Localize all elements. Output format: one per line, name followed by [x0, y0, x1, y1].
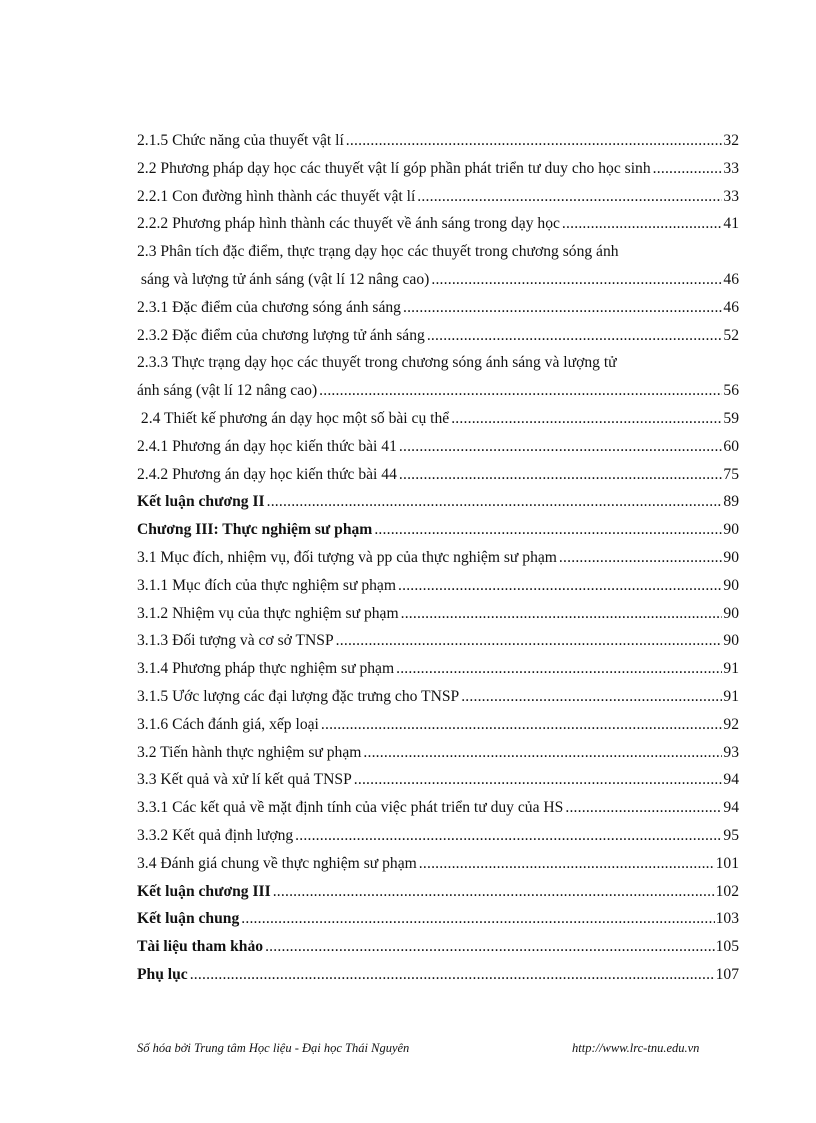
- toc-entry-page: 90: [723, 604, 739, 622]
- toc-entry-page: 33: [723, 159, 739, 177]
- toc-entry-title: 3.2 Tiến hành thực nghiệm sư phạm: [137, 743, 362, 761]
- footer-url[interactable]: http://www.lrc-tnu.edu.vn: [572, 1041, 700, 1055]
- toc-dot-leader: [396, 655, 722, 683]
- toc-entry-title: 2.3.1 Đặc điểm của chương sóng ánh sáng: [137, 298, 401, 316]
- toc-entry-page: 90: [723, 576, 739, 594]
- toc-entry-title: 3.1.4 Phương pháp thực nghiệm sư phạm: [137, 660, 395, 678]
- toc-entry-2-3-line2[interactable]: [137, 266, 739, 294]
- toc-entry-title: 3.4 Đánh giá chung về thực nghiệm sư phạm: [137, 854, 417, 872]
- toc-entry-title: Kết luận chung: [137, 910, 240, 928]
- toc-dot-leader: [399, 433, 723, 461]
- toc-dot-leader: [295, 822, 722, 850]
- toc-entry-page: 41: [723, 215, 739, 233]
- toc-entry-page: 52: [723, 326, 739, 344]
- toc-entry-page: 95: [723, 826, 739, 844]
- toc-entry-3-1-6[interactable]: [137, 711, 739, 739]
- toc-entry-2-3-2[interactable]: [137, 322, 739, 350]
- toc-dot-leader: [417, 183, 722, 211]
- toc-entry-page: 60: [723, 437, 739, 455]
- toc-entry-3-4[interactable]: [137, 850, 739, 878]
- toc-entry-tai-lieu-tham-khao[interactable]: [137, 933, 739, 961]
- toc-entry-title: 2.2.2 Phương pháp hình thành các thuyết về ánh sáng trong dạy học: [137, 215, 560, 233]
- toc-entry-3-3-1[interactable]: [137, 794, 739, 822]
- toc-dot-leader: [419, 850, 715, 878]
- toc-dot-leader: [431, 266, 722, 294]
- toc-dot-leader: [398, 572, 722, 600]
- toc-entry-title: 3.3 Kết quả và xử lí kết quả TNSP: [137, 771, 352, 789]
- toc-dot-leader: [265, 933, 715, 961]
- toc-entry-page: 90: [723, 632, 739, 650]
- toc-entry-3-1[interactable]: [137, 544, 739, 572]
- toc-entry-title: 3.1.2 Nhiệm vụ của thực nghiệm sư phạm: [137, 604, 399, 622]
- page-footer: [137, 1039, 739, 1057]
- toc-entry-title: Kết luận chương II: [137, 493, 265, 511]
- toc-entry-ket-luan-chung[interactable]: [137, 905, 739, 933]
- toc-entry-title: ánh sáng (vật lí 12 nâng cao): [137, 382, 318, 400]
- toc-dot-leader: [427, 322, 723, 350]
- toc-entry-title: 3.1.5 Ước lượng các đại lượng đặc trưng cho TNSP: [137, 687, 460, 705]
- toc-entry-3-3[interactable]: [137, 766, 739, 794]
- toc-entry-3-1-4[interactable]: [137, 655, 739, 683]
- toc-dot-leader: [336, 627, 723, 655]
- toc-entry-page: 90: [723, 548, 739, 566]
- toc-entry-page: 101: [715, 854, 739, 872]
- toc-dot-leader: [354, 766, 723, 794]
- toc-entry-page: 105: [715, 938, 739, 956]
- toc-dot-leader: [401, 600, 723, 628]
- toc-dot-leader: [363, 739, 722, 767]
- toc-entry-title: 2.4.2 Phương án dạy học kiến thức bài 44: [137, 465, 397, 483]
- toc-entry-title: 3.1.6 Cách đánh giá, xếp loại: [137, 715, 319, 733]
- toc-dot-leader: [451, 405, 722, 433]
- toc-entry-2-3-line1[interactable]: [137, 238, 739, 266]
- toc-entry-page: 102: [715, 882, 739, 900]
- toc-entry-page: 93: [723, 743, 739, 761]
- toc-entry-page: 103: [715, 910, 739, 928]
- toc-entry-title: Tài liệu tham khảo: [137, 938, 264, 956]
- toc-entry-title: Chương III: Thực nghiệm sư phạm: [137, 521, 373, 539]
- toc-dot-leader: [562, 210, 722, 238]
- toc-entry-page: 90: [723, 521, 739, 539]
- toc-dot-leader: [273, 878, 715, 906]
- toc-entry-title: 2.3 Phân tích đặc điểm, thực trạng dạy học các thuyết trong chương sóng ánh: [137, 243, 619, 261]
- toc-entry-3-1-2[interactable]: [137, 600, 739, 628]
- toc-entry-title: Kết luận chương III: [137, 882, 271, 900]
- toc-entry-page: 56: [723, 382, 739, 400]
- toc-entry-2-4-1[interactable]: [137, 433, 739, 461]
- toc-entry-3-1-3[interactable]: [137, 627, 739, 655]
- toc-entry-page: 107: [715, 965, 739, 983]
- toc-entry-2-3-3-line2[interactable]: [137, 377, 739, 405]
- toc-dot-leader: [565, 794, 722, 822]
- toc-dot-leader: [403, 294, 722, 322]
- toc-entry-title: Phụ lục: [137, 965, 188, 983]
- toc-entry-page: 46: [723, 298, 739, 316]
- toc-dot-leader: [399, 461, 723, 489]
- toc-entry-2-1-5[interactable]: [137, 127, 739, 155]
- toc-entry-title: 3.1.3 Đối tượng và cơ sở TNSP: [137, 632, 334, 650]
- toc-entry-page: 92: [723, 715, 739, 733]
- toc-entry-page: 91: [723, 687, 739, 705]
- toc-entry-page: 94: [723, 799, 739, 817]
- toc-entry-chuong-3[interactable]: [137, 516, 739, 544]
- toc-entry-page: 46: [723, 270, 739, 288]
- toc-entry-ket-luan-chuong-3[interactable]: [137, 878, 739, 906]
- toc-entry-title: 3.1.1 Mục đích của thực nghiệm sư phạm: [137, 576, 396, 594]
- toc-entry-title: 2.3.3 Thực trạng dạy học các thuyết trong chương sóng ánh sáng và lượng tử: [137, 354, 617, 372]
- toc-entry-page: 33: [723, 187, 739, 205]
- toc-dot-leader: [267, 488, 723, 516]
- toc-dot-leader: [559, 544, 722, 572]
- toc-entry-title: 3.1 Mục đích, nhiệm vụ, đối tượng và pp của thực nghiệm sư phạm: [137, 548, 557, 566]
- toc-entry-page: 94: [723, 771, 739, 789]
- toc-entry-title: 2.4.1 Phương án dạy học kiến thức bài 41: [137, 437, 397, 455]
- toc-entry-page: 32: [723, 132, 739, 149]
- toc-entry-3-1-5[interactable]: [137, 683, 739, 711]
- toc-entry-ket-luan-chuong-2[interactable]: [137, 488, 739, 516]
- toc-entry-title: 2.3.2 Đặc điểm của chương lượng tử ánh sáng: [137, 326, 425, 344]
- toc-dot-leader: [374, 516, 722, 544]
- toc-entry-title: 2.1.5 Chức năng của thuyết vật lí: [137, 132, 344, 149]
- toc-entry-phu-luc[interactable]: [137, 961, 739, 989]
- table-of-contents: [137, 127, 739, 989]
- toc-entry-page: 89: [723, 493, 739, 511]
- toc-dot-leader: [653, 155, 723, 183]
- toc-dot-leader: [346, 127, 723, 155]
- toc-entry-3-1-1[interactable]: [137, 572, 739, 600]
- toc-entry-title: 3.3.1 Các kết quả về mặt định tính của việc phát triển tư duy của HS: [137, 799, 564, 817]
- toc-entry-3-3-2[interactable]: [137, 822, 739, 850]
- toc-entry-page: 75: [723, 465, 739, 483]
- toc-entry-title: 2.2 Phương pháp dạy học các thuyết vật lí góp phần phát triển tư duy cho học sinh: [137, 159, 651, 177]
- toc-dot-leader: [319, 377, 722, 405]
- toc-dot-leader: [461, 683, 722, 711]
- toc-entry-page: 59: [723, 409, 739, 427]
- toc-entry-title: sáng và lượng tử ánh sáng (vật lí 12 nâng cao): [137, 270, 430, 288]
- footer-attribution: Số hóa bởi Trung tâm Học liệu - Đại học Thái Nguyên: [137, 1041, 410, 1055]
- toc-dot-leader: [190, 961, 715, 989]
- toc-entry-2-2-1[interactable]: [137, 183, 739, 211]
- toc-entry-2-4-2[interactable]: [137, 461, 739, 489]
- toc-entry-3-2[interactable]: [137, 739, 739, 767]
- toc-entry-2-3-1[interactable]: [137, 294, 739, 322]
- toc-entry-2-3-3-line1[interactable]: [137, 349, 739, 377]
- toc-entry-2-4[interactable]: [137, 405, 739, 433]
- toc-entry-title: 2.4 Thiết kế phương án dạy học một số bài cụ thể: [137, 409, 450, 427]
- toc-entry-title: 2.2.1 Con đường hình thành các thuyết vật lí: [137, 187, 416, 205]
- toc-entry-2-2[interactable]: [137, 155, 739, 183]
- toc-entry-2-2-2[interactable]: [137, 210, 739, 238]
- toc-dot-leader: [241, 905, 714, 933]
- toc-dot-leader: [321, 711, 723, 739]
- toc-entry-page: 91: [723, 660, 739, 678]
- toc-entry-title: 3.3.2 Kết quả định lượng: [137, 826, 294, 844]
